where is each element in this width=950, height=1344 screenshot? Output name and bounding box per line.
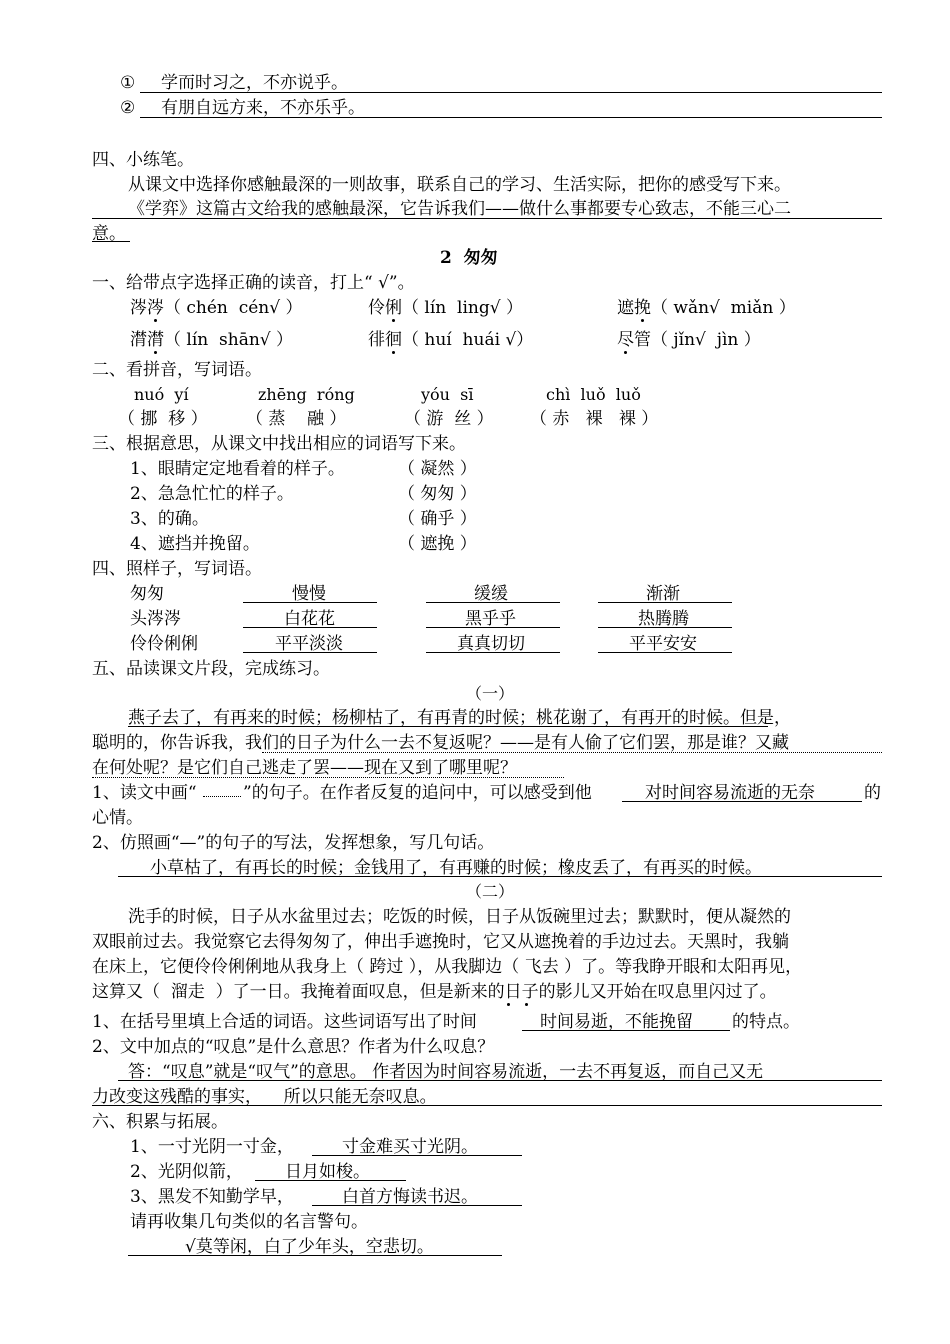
answer-line: [426, 652, 560, 653]
answer-word: 平平淡淡: [275, 634, 343, 654]
emphasis-dot: [154, 319, 157, 322]
answer-line: [312, 1205, 522, 1206]
emphasis-dot: [392, 351, 395, 354]
proverb: 3、黑发不知勤学早，: [130, 1187, 294, 1207]
answer-word: 慢慢: [292, 584, 326, 604]
answer-word: （ 遮挽 ）: [398, 534, 477, 554]
question-heading: 六、积累与拓展。: [92, 1112, 228, 1132]
passage-text: 聪明的，你告诉我，我们的日子为什么一去不复返呢？——是有人偷了它们罢，那是谁？又藏: [92, 733, 789, 753]
answer-line: [598, 652, 732, 653]
question-text: 1、在括号里填上合适的词语。这些词语写出了时间: [92, 1012, 477, 1032]
answer-word: （ 匆匆 ）: [398, 484, 477, 504]
item-number: ②: [120, 98, 136, 118]
answer-line: [118, 876, 882, 877]
passage-text: 洗手的时候，日子从水盆里过去；吃饭的时候，日子从饭碗里过去；默默时，便从凝然的: [128, 907, 791, 927]
answer-line: [426, 627, 560, 628]
emphasis-dot: [641, 319, 644, 322]
answer-word: （ 游 丝 ）: [404, 409, 494, 429]
answer-line: [243, 602, 377, 603]
pinyin: chì luǒ luǒ: [546, 385, 641, 404]
answer-word: （ 确乎 ）: [398, 509, 477, 529]
passage-text: 燕子去了，有再来的时候；杨柳枯了，有再青的时候；桃花谢了，有再开的时候。但是，: [128, 708, 791, 728]
answer-word: 渐渐: [646, 584, 680, 604]
pinyin-choice: 徘徊（ huí huái √）: [368, 330, 534, 350]
question-heading: 三、根据意思，从课文中找出相应的词语写下来。: [92, 434, 466, 454]
pinyin-choice: 潸潸（ lín shān√ ）: [130, 330, 294, 350]
answer-text: 小草枯了，有再长的时候；金钱用了，有再赚的时候；橡皮丢了，有再买的时候。: [150, 858, 762, 878]
wavy-underline: [262, 748, 882, 753]
pinyin: nuó yí: [134, 385, 189, 404]
underline: [128, 726, 768, 727]
answer-text: 时间易逝，不能挽留: [540, 1012, 693, 1032]
passage-text: 这算又（ 溜走 ）了一日。我掩着面叹息，但是新来的日子的影儿又开始在叹息里闪过了。: [92, 982, 777, 1002]
answer-line: [243, 652, 377, 653]
passage-text: 在床上，它便伶伶俐俐地从我身上（ 跨过 ），从我脚边（ 飞去 ）了。等我睁开眼和太阳再见，: [92, 957, 803, 977]
answer-line: [243, 627, 377, 628]
answer-text: √莫等闲，白了少年头，空悲切。: [185, 1237, 434, 1257]
answer-line: [522, 1030, 730, 1031]
answer-text: 日月如梭。: [285, 1162, 370, 1182]
emphasis-dot: [392, 319, 395, 322]
answer-line: [598, 627, 732, 628]
proverb: 1、一寸光阴一寸金，: [130, 1137, 294, 1157]
question-text: 2、仿照画“—”的句子的写法，发挥想象，写几句话。: [92, 833, 495, 853]
sample-word: 匆匆: [130, 584, 164, 604]
answer-line: [140, 92, 882, 93]
wavy-underline: [92, 773, 564, 778]
question-heading: 五、品读课文片段，完成练习。: [92, 659, 330, 679]
answer-text: 白首方悔读书迟。: [342, 1187, 478, 1207]
pinyin: yóu sī: [421, 385, 474, 404]
question-text: ”的句子。在作者反复的追问中，可以感受到他: [243, 783, 592, 803]
answer-line: [622, 801, 862, 802]
answer-line: [92, 1105, 882, 1106]
definition: 4、遮挡并挽留。: [130, 534, 260, 554]
question-text: 的: [864, 783, 881, 803]
sample-word: 伶伶俐俐: [130, 634, 198, 654]
passage-text: 在何处呢？是它们自己逃走了罢——现在又到了哪里呢？: [92, 758, 517, 778]
pinyin-choice: 尽管（ jǐn√ jìn ）: [617, 330, 761, 350]
collect-prompt: 请再收集几句类似的名言警句。: [130, 1212, 368, 1232]
answer-word: （ 蒸 融 ）: [246, 409, 347, 429]
answer-text: 寸金难买寸光阴。: [342, 1137, 478, 1157]
definition: 2、急急忙忙的样子。: [130, 484, 294, 504]
pinyin-choice: 涔涔（ chén cén√ ）: [130, 298, 303, 318]
answer-line: [598, 602, 732, 603]
answer-line: [140, 117, 882, 118]
pinyin: zhēng róng: [258, 385, 355, 404]
answer-word: 黑乎乎: [465, 609, 516, 629]
part-label: （二）: [466, 882, 515, 901]
answer-word: 真真切切: [457, 634, 525, 654]
wavy-sample: [203, 792, 241, 797]
answer-line: [92, 218, 882, 219]
answer-text: 有朋自远方来，不亦乐乎。: [161, 98, 365, 118]
question-heading: 二、看拼音，写词语。: [92, 360, 262, 380]
question-text: 的特点。: [732, 1012, 800, 1032]
part-label: （一）: [466, 684, 515, 703]
answer-word: （ 凝然 ）: [398, 459, 477, 479]
answer-line: [92, 241, 130, 242]
passage-text: 双眼前过去。我觉察它去得匆匆了，伸出手遮挽时，它又从遮挽着的手边过去。天黑时，我躺: [92, 932, 789, 952]
answer-line: [128, 1255, 502, 1256]
answer-text: 《学弈》这篇古文给我的感触最深，它告诉我们——做什么事都要专心致志，不能三心二: [128, 199, 791, 219]
emphasis-dot: [154, 351, 157, 354]
answer-word: 缓缓: [474, 584, 508, 604]
answer-word: 白花花: [284, 609, 335, 629]
answer-line: [255, 1180, 406, 1181]
emphasis-dot: [525, 1003, 528, 1006]
answer-text: 答：“叹息”就是“叹气”的意思。 作者因为时间容易流逝，一去不再复返，而自己又无: [128, 1062, 764, 1082]
answer-word: 热腾腾: [638, 609, 689, 629]
question-text: 心情。: [92, 808, 143, 828]
emphasis-dot: [624, 351, 627, 354]
pinyin-choice: 遮挽（ wǎn√ miǎn ）: [617, 298, 796, 318]
prompt-text: 从课文中选择你感触最深的一则故事，联系自己的学习、生活实际，把你的感受写下来。: [128, 175, 791, 195]
answer-text: 对时间容易流逝的无奈: [645, 783, 815, 803]
question-text: 1、读文中画“: [92, 783, 197, 803]
answer-line: [118, 1080, 882, 1081]
answer-word: 平平安安: [629, 634, 697, 654]
answer-text: 力改变这残酷的事实， 所以只能无奈叹息。: [92, 1087, 437, 1107]
emphasis-dot: [507, 1003, 510, 1006]
answer-text: 学而时习之，不亦说乎。: [161, 73, 348, 93]
sample-word: 头涔涔: [130, 609, 181, 629]
question-heading: 四、照样子，写词语。: [92, 559, 262, 579]
question-text: 2、文中加点的“叹息”是什么意思？作者为什么叹息？: [92, 1037, 495, 1057]
definition: 3、的确。: [130, 509, 209, 529]
section-heading: 四、小练笔。: [92, 150, 194, 170]
definition: 1、眼睛定定地看着的样子。: [130, 459, 345, 479]
answer-word: （ 赤 裸 裸 ）: [530, 409, 659, 429]
item-number: ①: [120, 73, 136, 93]
pinyin-choice: 伶俐（ lín ling√ ）: [368, 298, 523, 318]
answer-word: （ 挪 移 ）: [118, 409, 208, 429]
lesson-title: 2 匆匆: [440, 248, 498, 268]
answer-text: 意。: [92, 224, 126, 244]
proverb: 2、光阴似箭，: [130, 1162, 243, 1182]
question-heading: 一、给带点字选择正确的读音，打上“ √”。: [92, 273, 415, 293]
answer-line: [312, 1155, 522, 1156]
answer-line: [426, 602, 560, 603]
